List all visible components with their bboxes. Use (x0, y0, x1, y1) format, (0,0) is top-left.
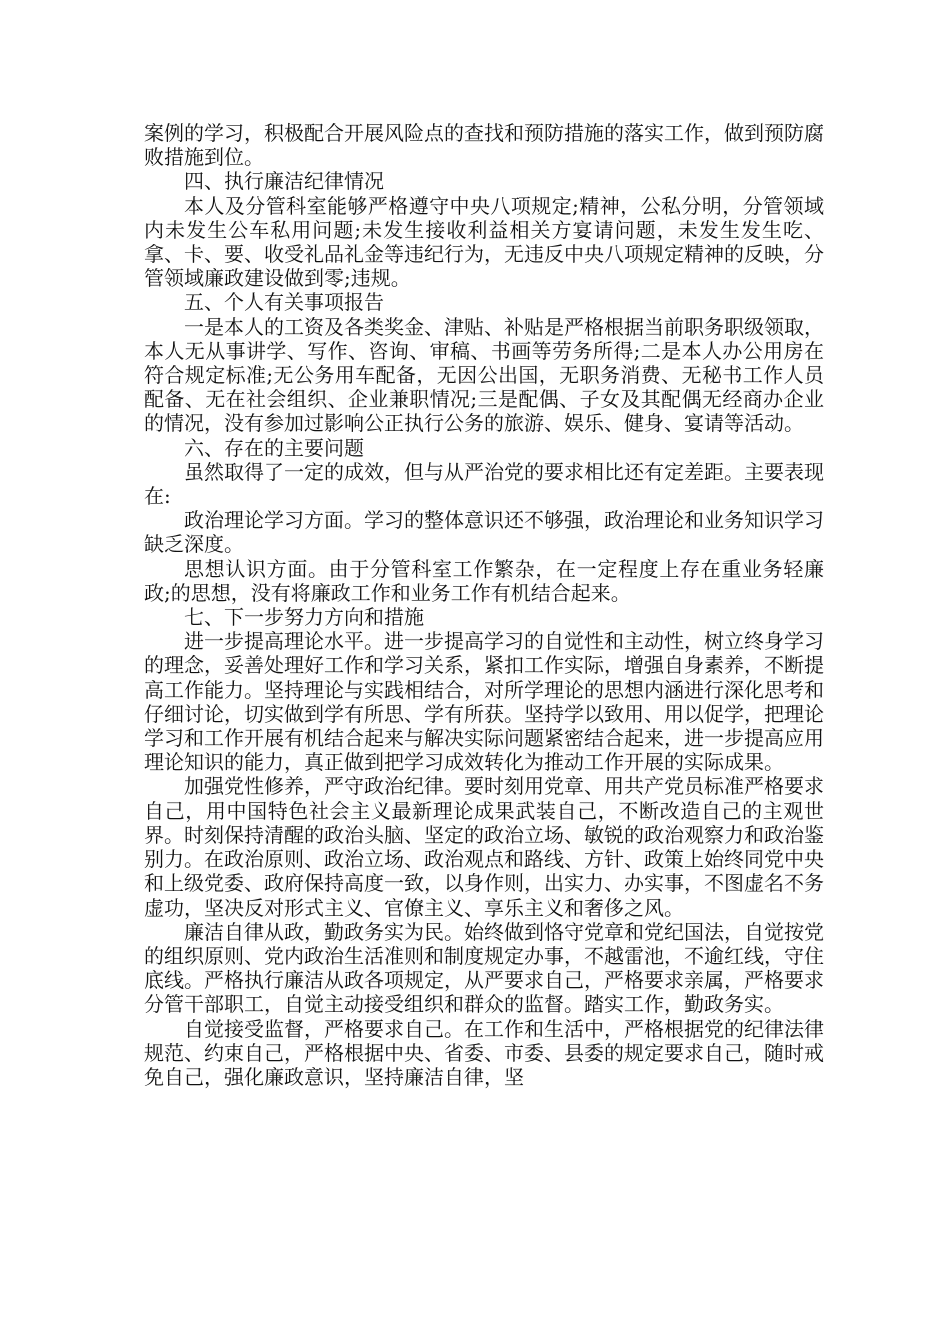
section-heading: 五、个人有关事项报告 (184, 290, 384, 315)
body-paragraph: 虽然取得了一定的成效，但与从严治党的要求相比还有定差距。主要表现在: (144, 459, 824, 509)
body-paragraph: 政治理论学习方面。学习的整体意识还不够强，政治理论和业务知识学习缺乏深度。 (144, 508, 824, 557)
body-paragraph: 案例的学习，积极配合开展风险点的查找和预防措施的落实工作，做到预防腐败措施到位。 (144, 121, 824, 170)
document-page (144, 121, 824, 1089)
section-heading: 六、存在的主要问题 (184, 435, 364, 460)
section-heading: 四、执行廉洁纪律情况 (184, 169, 384, 194)
body-paragraph: 进一步提高理论水平。进一步提高学习的自觉性和主动性，树立终身学习的理念，妥善处理好工作和学习关系，紧扣工作实际，增强自身素养，不断提高工作能力。坚持理论与实践相结合，对所学理论的思想内涵进行深化思考和仔细讨论，切实做到学有所思、学有所获。坚持学以致用、用以促学，把理论学习和工作开展有机结合起来与解决实际问题紧密结合起来，进一步提高应用理论知识的能力，真正做到把学习成效转化为推动工作开展的实际成果。 (144, 629, 824, 775)
body-paragraph: 自觉接受监督，严格要求自己。在工作和生活中，严格根据党的纪律法律规范、约束自己，严格根据中央、省委、市委、县委的规定要求自己，随时戒免自己，强化廉政意识，坚持廉洁自律，坚 (144, 1016, 824, 1089)
body-paragraph: 廉洁自律从政，勤政务实为民。始终做到恪守党章和党纪国法，自觉按党的组织原则、党内政治生活准则和制度规定办事，不越雷池，不逾红线，守住底线。严格执行廉洁从政各项规定，从严要求自己，严格要求亲属，严格要求分管干部职工，自觉主动接受组织和群众的监督。踏实工作，勤政务实。 (144, 919, 824, 1017)
body-paragraph: 本人及分管科室能够严格遵守中央八项规定;精神，公私分明，分管领域内未发生公车私用问题;未发生接收利益相关方宴请问题，未发生发生吃、拿、卡、要、收受礼品礼金等违纪行为，无违反中央八项规定精神的反映，分管领域廉政建设做到零;违规。 (144, 193, 824, 291)
body-paragraph: 思想认识方面。由于分管科室工作繁杂，在一定程度上存在重业务轻廉政;的思想，没有将廉政工作和业务工作有机结合起来。 (144, 556, 824, 605)
section-heading: 七、下一步努力方向和措施 (184, 605, 424, 630)
body-paragraph: 一是本人的工资及各类奖金、津贴、补贴是严格根据当前职务职级领取，本人无从事讲学、写作、咨询、审稿、书画等劳务所得;二是本人办公用房在符合规定标准;无公务用车配备，无因公出国，无职务消费、无秘书工作人员配备、无在社会组织、企业兼职情况;三是配偶、子女及其配偶无经商办企业的情况，没有参加过影响公正执行公务的旅游、娱乐、健身、宴请等活动。 (144, 314, 824, 436)
body-paragraph: 加强党性修养，严守政治纪律。要时刻用党章、用共产党员标准严格要求自己，用中国特色社会主义最新理论成果武装自己，不断改造自己的主观世界。时刻保持清醒的政治头脑、坚定的政治立场、敏锐的政治观察力和政治鉴别力。在政治原则、政治立场、政治观点和路线、方针、政策上始终同党中央和上级党委、政府保持高度一致，以身作则，出实力、办实事，不图虚名不务虚功，坚决反对形式主义、官僚主义、享乐主义和奢侈之风。 (144, 774, 824, 920)
